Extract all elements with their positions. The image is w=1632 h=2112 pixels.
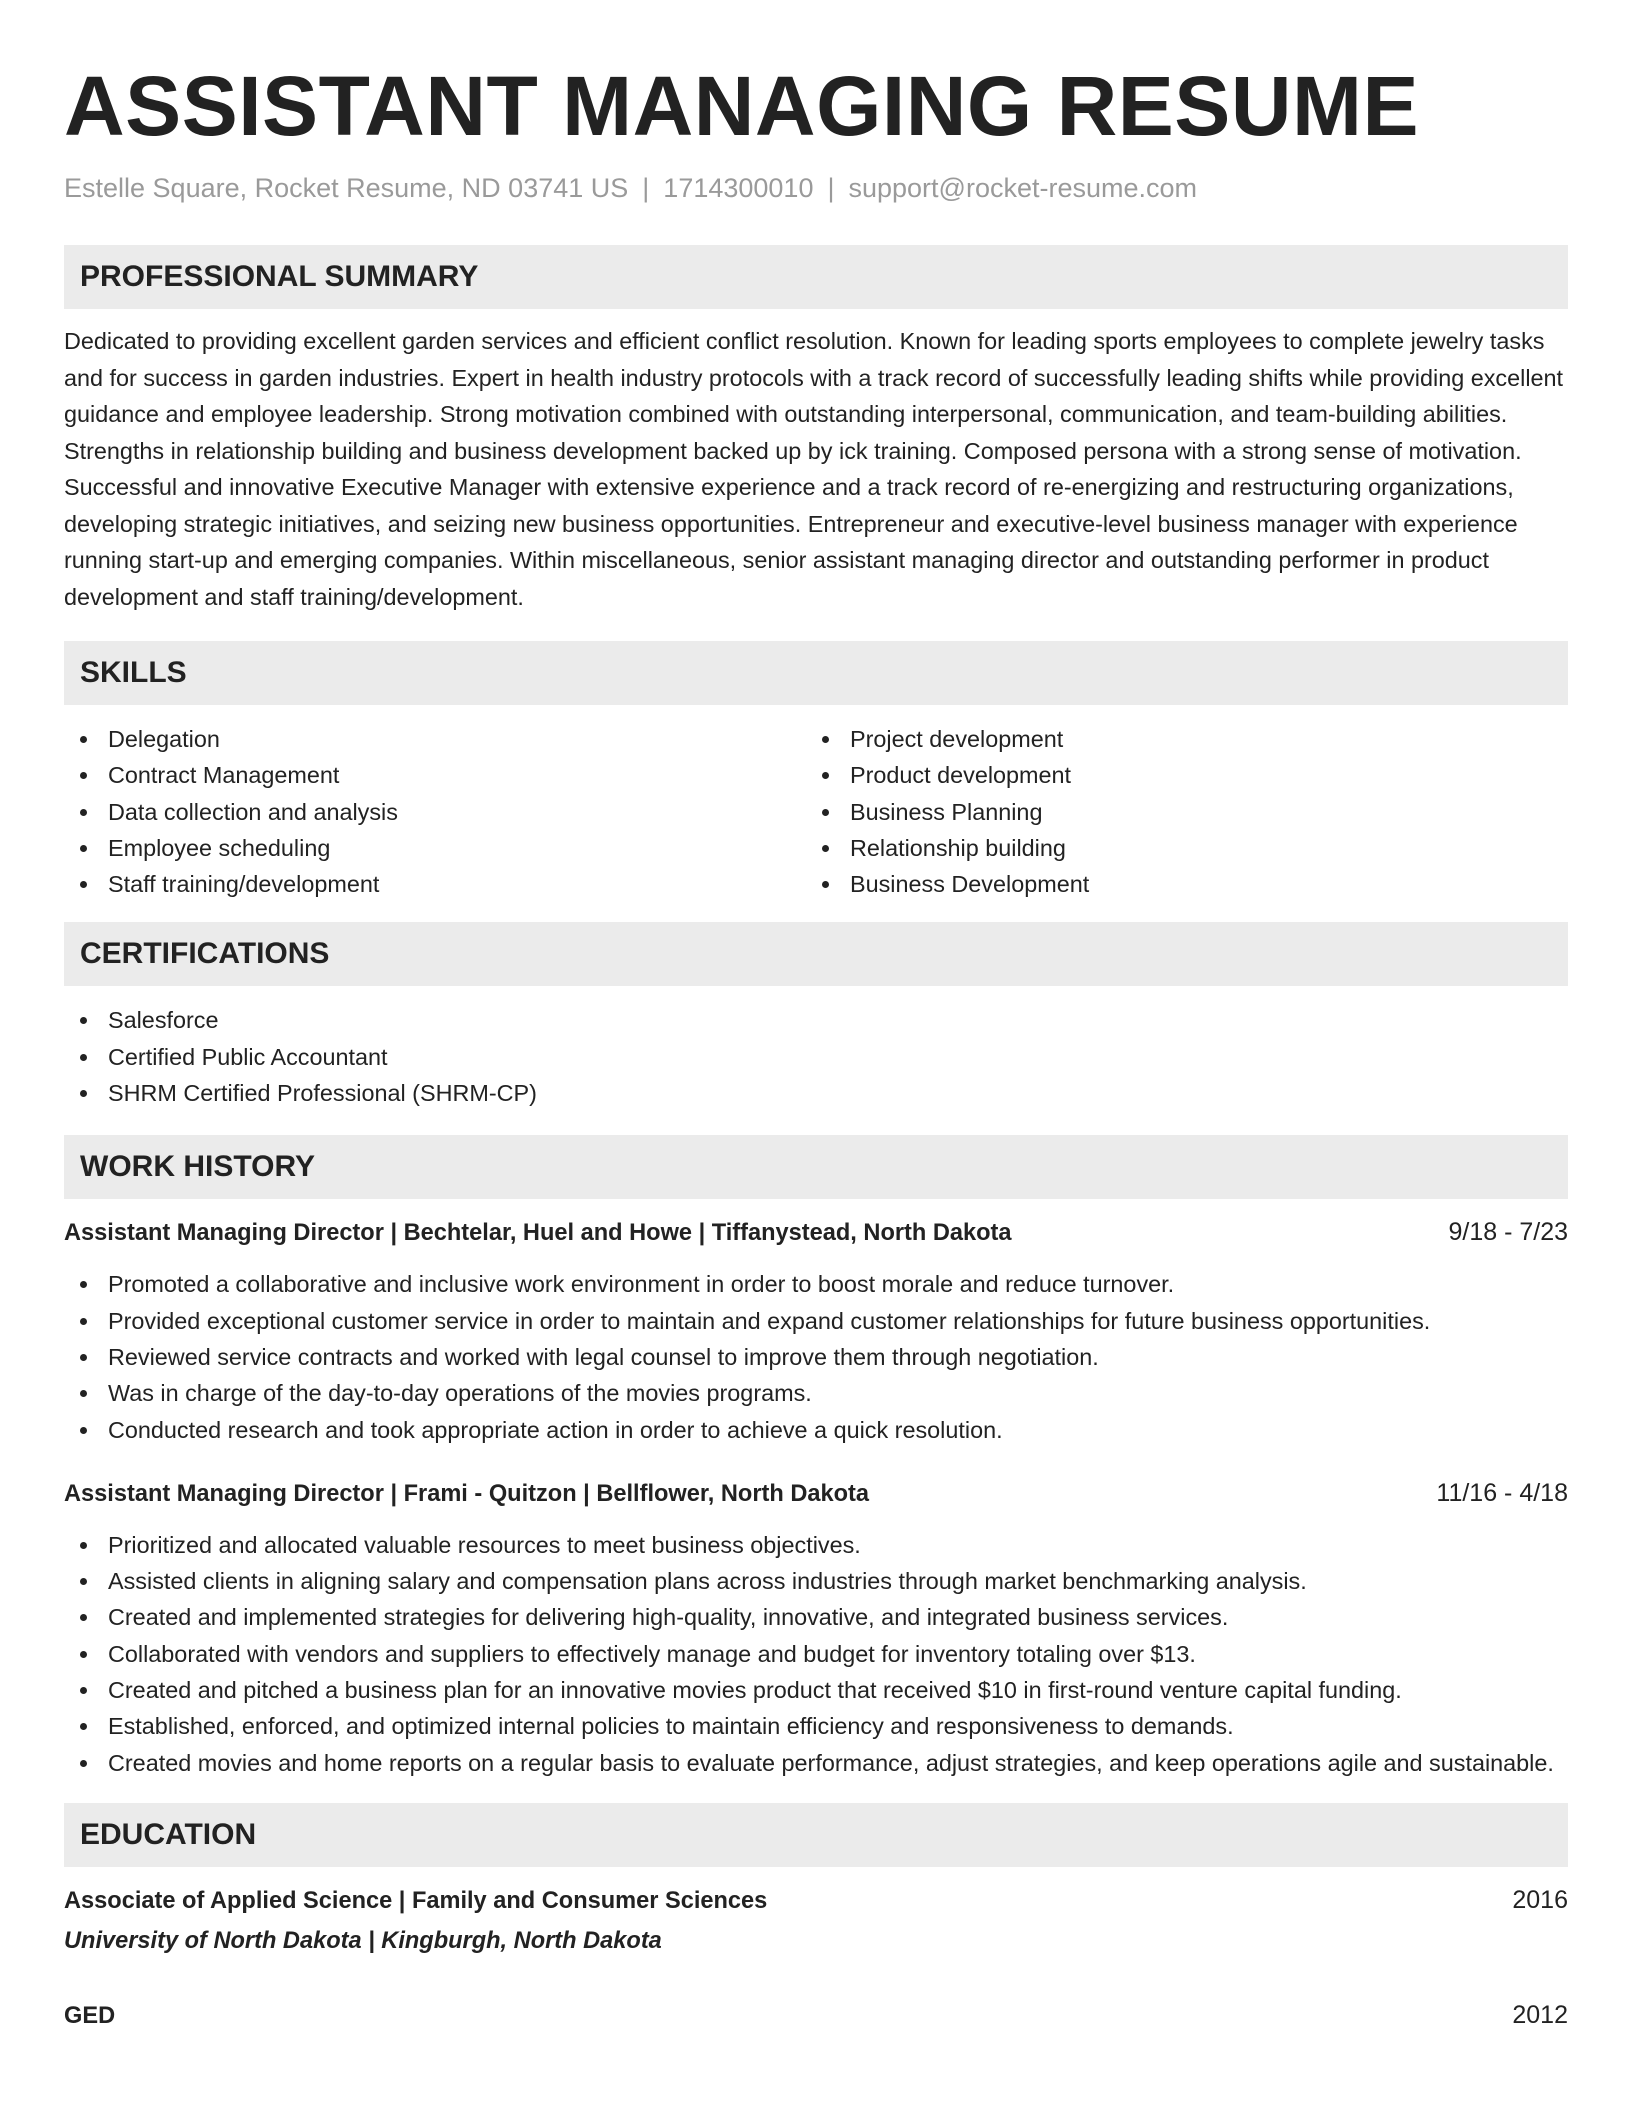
job-header <box>64 1476 1568 1511</box>
certification-item: Salesforce <box>64 1002 1568 1038</box>
certification-item: SHRM Certified Professional (SHRM-CP) <box>64 1075 1568 1111</box>
contact-line <box>64 170 1568 206</box>
skill-item: Project development <box>806 721 1548 757</box>
summary-text: Dedicated to providing excellent garden services and efficient conflict resolution. Known for leading sports employees to complete jewelry tasks and for success in garden industries. Expert in health industry protocols with a track record of successfully leading shifts while providing excellent guidance and employee leadership. Strong motivation combined with outstanding interpersonal, communication, and team-building abilities. Strengths in relationship building and business development backed up by ick training. Composed persona with a strong sense of motivation. Successful and innovative Executive Manager with extensive experience and a track record of re-energizing and restructuring organizations, developing strategic initiatives, and seizing new business opportunities. Entrepreneur and executive-level business manager with experience running start-up and emerging companies. Within miscellaneous, senior assistant managing director and outstanding performer in product development and staff training/development. <box>64 328 1564 610</box>
job-entry <box>64 1215 1568 1447</box>
education-entry <box>64 1998 1568 2033</box>
skill-item: Business Planning <box>806 794 1548 830</box>
skill-item: Data collection and analysis <box>64 794 806 830</box>
contact-address: Estelle Square, Rocket Resume, ND 03741 US <box>64 173 629 203</box>
job-title: Assistant Managing Director | Frami - Quitzon | Bellflower, North Dakota <box>64 1480 870 1507</box>
job-dates: 9/18 - 7/23 <box>1448 1218 1568 1247</box>
job-bullet: Provided exceptional customer service in order to maintain and expand customer relationships for future business opportunities. <box>64 1303 1568 1339</box>
job-bullets <box>64 1527 1568 1781</box>
section-header-work-history: WORK HISTORY <box>64 1135 1568 1199</box>
education-header <box>64 1998 1568 2033</box>
contact-separator: | <box>827 173 835 203</box>
job-bullet: Assisted clients in aligning salary and compensation plans across industries through market benchmarking analysis. <box>64 1563 1568 1599</box>
section-header-education: EDUCATION <box>64 1803 1568 1867</box>
job-bullet: Created and implemented strategies for delivering high-quality, innovative, and integrated business services. <box>64 1599 1568 1635</box>
resume-content <box>64 56 1568 2033</box>
education-year: 2016 <box>1512 1885 1568 1914</box>
contact-email: support@rocket-resume.com <box>848 173 1198 203</box>
skill-item: Business Development <box>806 866 1548 902</box>
skill-item: Delegation <box>64 721 806 757</box>
skill-item: Contract Management <box>64 757 806 793</box>
certification-item: Certified Public Accountant <box>64 1039 1568 1075</box>
job-bullet: Prioritized and allocated valuable resources to meet business objectives. <box>64 1527 1568 1563</box>
skill-item: Product development <box>806 757 1548 793</box>
education-entry <box>64 1883 1568 1958</box>
job-bullet: Reviewed service contracts and worked with legal counsel to improve them through negotiation. <box>64 1339 1568 1375</box>
job-bullet: Promoted a collaborative and inclusive work environment in order to boost morale and reduce turnover. <box>64 1266 1568 1302</box>
contact-phone: 1714300010 <box>663 173 814 203</box>
job-bullet: Conducted research and took appropriate action in order to achieve a quick resolution. <box>64 1412 1568 1448</box>
job-title: Assistant Managing Director | Bechtelar, Huel and Howe | Tiffanystead, North Dakota <box>64 1220 1012 1247</box>
degree: GED <box>64 2002 116 2029</box>
section-header-certifications: CERTIFICATIONS <box>64 922 1568 986</box>
job-header <box>64 1215 1568 1250</box>
section-header-summary: PROFESSIONAL SUMMARY <box>64 245 1568 309</box>
job-bullet: Created and pitched a business plan for an innovative movies product that received $10 in first-round venture capital funding. <box>64 1672 1568 1708</box>
skill-item: Relationship building <box>806 830 1548 866</box>
section-header-skills: SKILLS <box>64 641 1568 705</box>
skill-item: Staff training/development <box>64 866 806 902</box>
certifications-list <box>64 1002 1568 1111</box>
contact-separator: | <box>642 173 650 203</box>
resume-title: ASSISTANT MANAGING RESUME <box>64 59 1419 153</box>
job-bullet: Was in charge of the day-to-day operations of the movies programs. <box>64 1375 1568 1411</box>
job-bullets <box>64 1266 1568 1447</box>
job-bullet: Created movies and home reports on a regular basis to evaluate performance, adjust strategies, and keep operations agile and sustainable. <box>64 1745 1568 1781</box>
skill-item: Employee scheduling <box>64 830 806 866</box>
skills-list-left <box>64 721 806 902</box>
job-bullet: Established, enforced, and optimized internal policies to maintain efficiency and responsiveness to demands. <box>64 1708 1568 1744</box>
job-entry <box>64 1476 1568 1781</box>
job-dates: 11/16 - 4/18 <box>1436 1478 1568 1507</box>
education-year: 2012 <box>1512 2000 1568 2029</box>
skills-grid <box>64 721 1568 902</box>
skills-list-right <box>806 721 1548 902</box>
school: University of North Dakota | Kingburgh, North Dakota <box>64 1927 662 1954</box>
job-bullet: Collaborated with vendors and suppliers to effectively manage and budget for inventory totaling over $13. <box>64 1636 1568 1672</box>
education-header <box>64 1883 1568 1918</box>
degree: Associate of Applied Science | Family and Consumer Sciences <box>64 1887 768 1914</box>
